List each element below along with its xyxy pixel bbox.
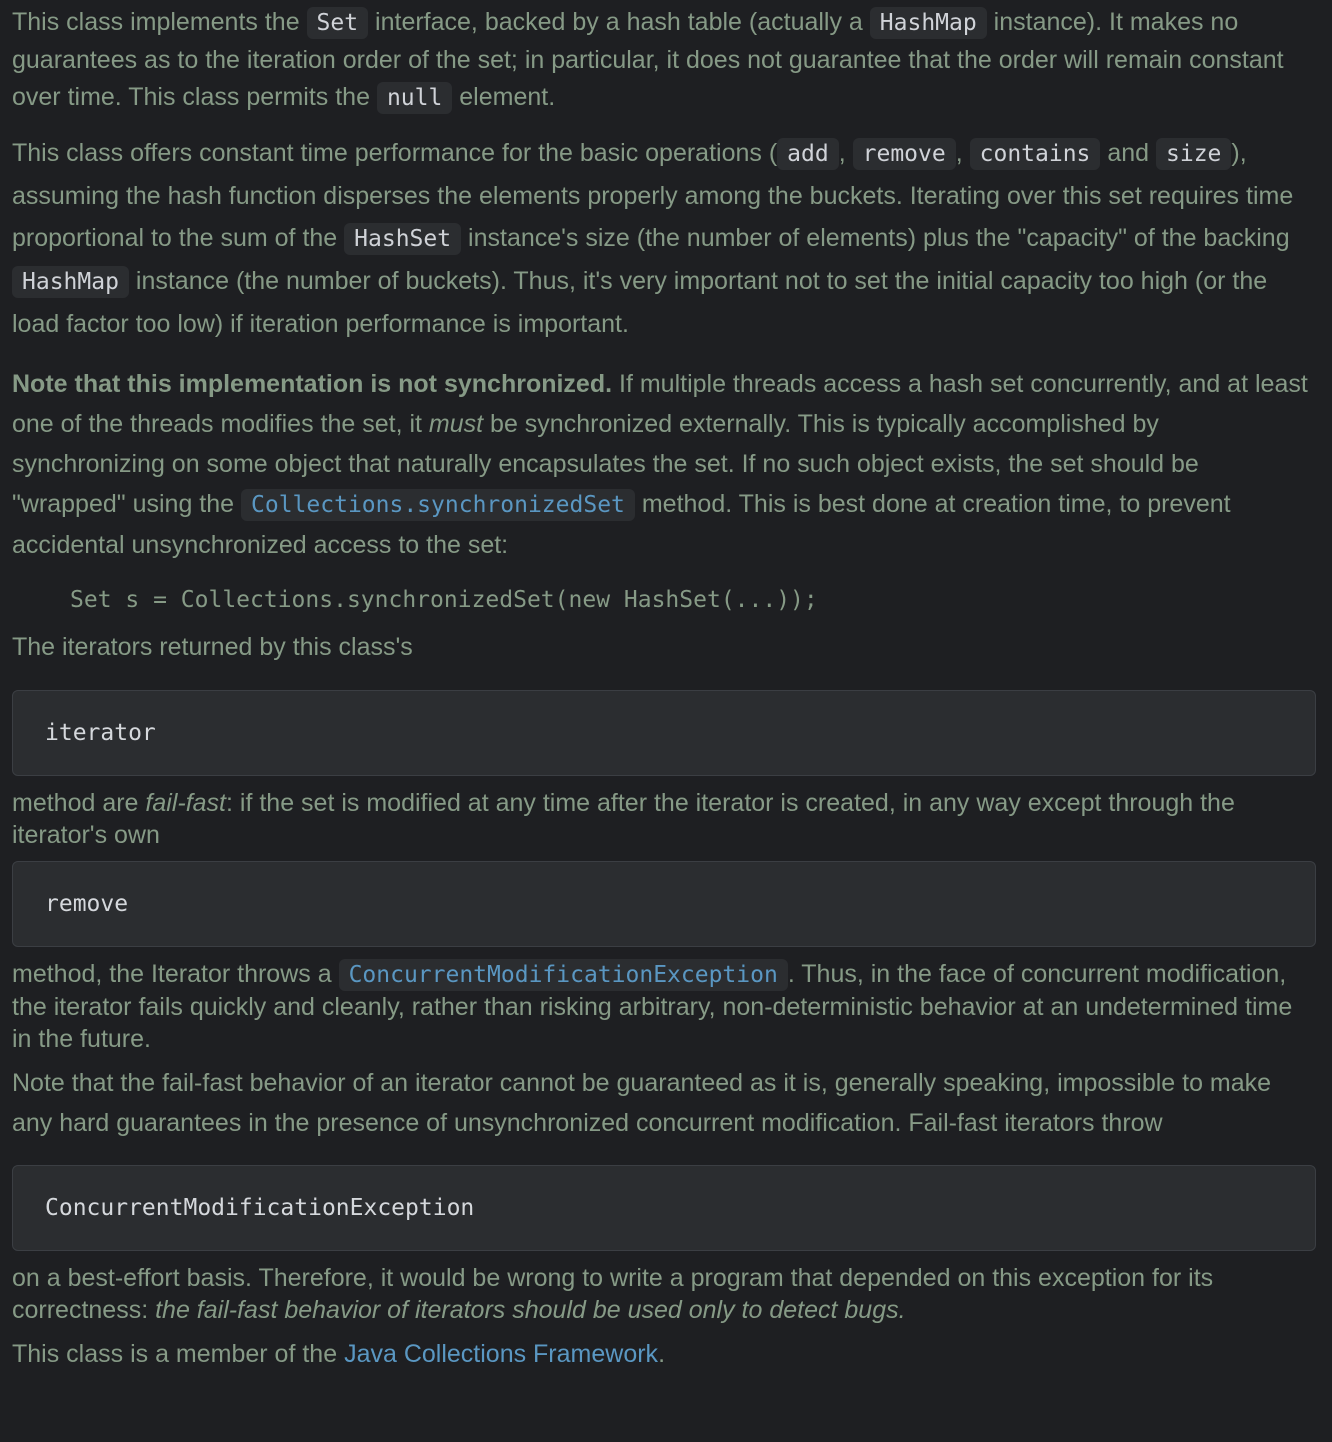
code-block-exception: ConcurrentModificationException	[12, 1165, 1316, 1251]
paragraph-synchronization: Note that this implementation is not synchronized. If multiple threads access a hash set concurrently, and at least one of the threads modifies the set, it must be synchronized externally. This is typically accomplished by synchronizing on some object that naturally encapsulates the set. If no such object exists, the set should be "wrapped" using the Collections.synchronizedSet method. This is best done at creation time, to prevent accidental unsynchronized access to the set:	[12, 370, 1308, 559]
link-collections-synchronizedset[interactable]: Collections.synchronizedSet	[241, 489, 635, 521]
inline-code-hashset: HashSet	[344, 223, 461, 255]
inline-code-remove: remove	[853, 138, 956, 170]
sync-warning: Note that this implementation is not synchronized.	[12, 370, 613, 398]
link-concurrentmodificationexception[interactable]: ConcurrentModificationException	[339, 959, 788, 991]
link-java-collections-framework[interactable]: Java Collections Framework	[344, 1340, 659, 1368]
javadoc-content	[12, 4, 1316, 1370]
inline-code-hashmap: HashMap	[870, 7, 987, 39]
paragraph-iterators-intro: The iterators returned by this class's	[12, 633, 413, 661]
paragraph-best-effort: on a best-effort basis. Therefore, it would be wrong to write a program that depended on this exception for its correctness: the fail-fast behavior of iterators should be used only to detect bugs.	[12, 1264, 1214, 1324]
inline-code-set: Set	[307, 7, 369, 39]
inline-code-null: null	[377, 82, 452, 114]
inline-code-contains: contains	[970, 138, 1101, 170]
code-example: Set s = Collections.synchronizedSet(new HashSet(...));	[70, 587, 818, 613]
paragraph-framework-member: This class is a member of the Java Collections Framework.	[12, 1340, 666, 1368]
inline-code-size: size	[1156, 138, 1231, 170]
paragraph-performance: This class offers constant time performance for the basic operations ( add , remove , contains and size ), assuming the hash function disperses the elements properly among the buckets. Iterating over this set requires time proportional to the sum of the HashSet instance's size (the number of elements) plus the "capacity" of the backing HashMap instance (the number of buckets). Thus, it's very important not to set the initial capacity too high (or the load factor too low) if iteration performance is important.	[12, 139, 1294, 338]
paragraph-fail-fast-note: Note that the fail-fast behavior of an iterator cannot be guaranteed as it is, generally speaking, impossible to make any hard guarantees in the presence of unsynchronized concurrent modification. Fail-fast iterators throw	[12, 1069, 1272, 1137]
inline-code-hashmap-2: HashMap	[12, 266, 129, 298]
paragraph-exception: method, the Iterator throws a ConcurrentModificationException . Thus, in the face of concurrent modification, the iterator fails quickly and cleanly, rather than risking arbitrary, non-deterministic behavior at an undetermined time in the future.	[12, 960, 1293, 1053]
code-block-iterator: iterator	[12, 690, 1316, 776]
inline-code-add: add	[777, 138, 839, 170]
code-block-remove: remove	[12, 861, 1316, 947]
paragraph-overview: This class implements the Set interface, backed by a hash table (actually a HashMap instance). It makes no guarantees as to the iteration order of the set; in particular, it does not guarantee that the order will remain constant over time. This class permits the null element.	[12, 4, 1316, 117]
paragraph-fail-fast: method are fail-fast: if the set is modified at any time after the iterator is created, in any way except through the iterator's own	[12, 789, 1235, 849]
